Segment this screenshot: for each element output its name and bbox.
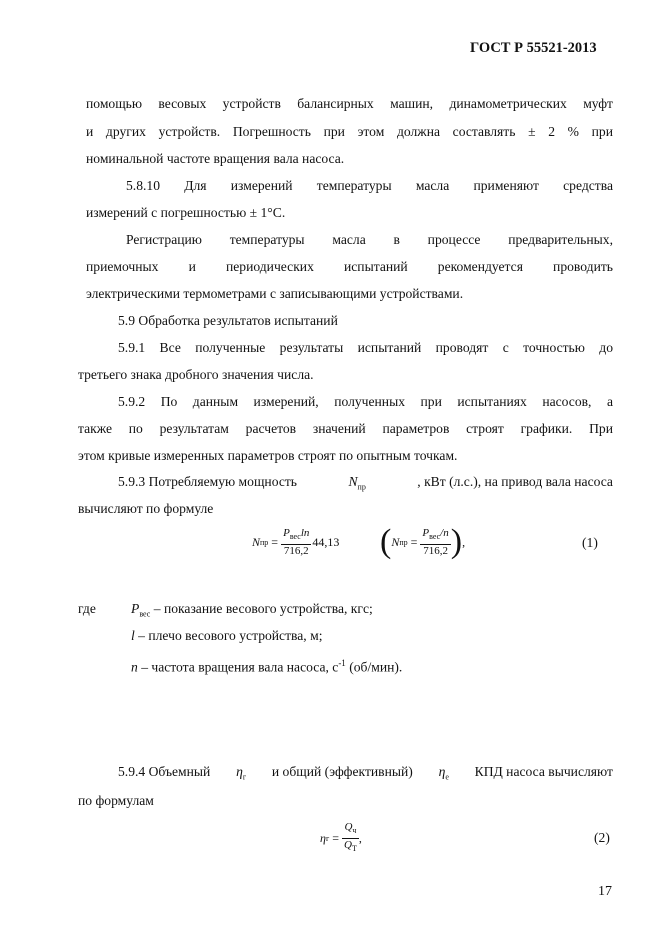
- subscript: пр: [399, 537, 408, 547]
- text-span: 5.9.3 Потребляемую мощность: [118, 474, 298, 489]
- subscript: ч: [352, 826, 357, 836]
- symbol-n: n: [131, 659, 138, 675]
- paren-right: ): [450, 523, 463, 560]
- paragraph-line: электрическими термометрами с записывающими устройствами.: [86, 286, 464, 301]
- equation-number: (1): [582, 535, 598, 550]
- definition-text: – частота вращения вала насоса, с: [137, 659, 339, 675]
- subscript: вес: [429, 532, 441, 542]
- symbol-n: N: [348, 474, 358, 489]
- section-heading: 5.9 Обработка результатов испытаний: [118, 313, 338, 328]
- where-label: где: [78, 601, 96, 616]
- subscript: вес: [139, 609, 151, 619]
- formula-1-main: [252, 524, 339, 560]
- symbol-n: /n: [440, 527, 449, 540]
- numerator: [281, 527, 311, 544]
- where-item: [131, 628, 323, 644]
- subscript: г: [242, 772, 247, 782]
- paragraph-line: измерений с погрешностью ± 1°С.: [86, 205, 286, 220]
- definition-text: (об/мин).: [345, 659, 403, 675]
- equation-number: (2): [594, 830, 610, 845]
- comma: ,: [462, 534, 466, 549]
- definition-text: – плечо весового устройства, м;: [134, 628, 323, 643]
- equals-sign: =: [410, 534, 418, 549]
- superscript: -1: [338, 658, 346, 668]
- subscript: T: [351, 843, 357, 853]
- equals-sign: =: [332, 830, 340, 845]
- symbol-eta: η: [438, 764, 446, 779]
- symbol-p: P: [283, 527, 290, 540]
- subscript: пр: [260, 537, 269, 547]
- equals-sign: =: [271, 534, 279, 549]
- paragraph-line: помощью весовых устройств балансирных машин, динамометрических муфт: [86, 96, 613, 111]
- numerator: [420, 527, 450, 544]
- paragraph-line: этом кривые измеренных параметров строят по опытным точкам.: [78, 448, 458, 463]
- definition-text: – показание весового устройства, кгс;: [150, 601, 373, 616]
- paren-left: (: [380, 523, 392, 560]
- fraction: [342, 821, 359, 854]
- subscript: e: [445, 772, 449, 782]
- paragraph-line: 5.9.1 Все полученные результаты испытаний проводят с точностью до: [118, 340, 613, 355]
- paragraph-line: третьего знака дробного значения числа.: [78, 367, 314, 382]
- formula-2: [320, 820, 362, 856]
- denominator: 716,2: [423, 544, 448, 557]
- paragraph-line: и других устройств. Погрешность при этом должна составлять ± 2 % при: [86, 124, 613, 139]
- paragraph-line: приемочных и периодических испытаний рекомендуется проводить: [86, 259, 613, 274]
- paragraph-line: [118, 474, 613, 496]
- subscript: пр: [357, 482, 366, 492]
- symbol-q: Q: [344, 821, 353, 834]
- subscript: вес: [289, 532, 301, 542]
- text-span: и общий (эффективный): [271, 764, 413, 779]
- where-item: [131, 655, 402, 676]
- denominator: [342, 839, 359, 855]
- paragraph-line: также по результатам расчетов значений параметров строят графики. При: [78, 421, 613, 436]
- symbol-q: Q: [344, 838, 352, 851]
- text-span: , кВт (л.с.), на привод вала насоса: [417, 474, 613, 489]
- eta-symbol: [439, 764, 449, 786]
- eta-symbol: [236, 764, 246, 786]
- paragraph-line: номинальной частоте вращения вала насоса.: [86, 151, 345, 166]
- fraction: [420, 527, 450, 556]
- paragraph-line: 5.9.2 По данным измерений, полученных при испытаниях насосов, а: [118, 394, 613, 409]
- paragraph-line: [118, 764, 613, 786]
- page-number: 17: [598, 884, 612, 899]
- text-span: КПД насоса вычисляют: [474, 764, 613, 779]
- paragraph-line: Регистрацию температуры масла в процессе предварительных,: [126, 232, 613, 247]
- paragraph-line: 5.8.10 Для измерений температуры масла применяют средства: [126, 178, 613, 193]
- symbol-n: N: [252, 534, 261, 549]
- symbol-n: N: [391, 534, 400, 549]
- symbol-eta: η: [236, 764, 243, 779]
- subscript: г: [325, 833, 330, 843]
- where-item: [131, 601, 373, 623]
- power-symbol: [348, 474, 365, 496]
- denominator: 716,2: [283, 544, 309, 557]
- fraction: [281, 527, 311, 556]
- paragraph-line: вычисляют по формуле: [78, 501, 214, 516]
- symbol-eta: η: [320, 830, 326, 845]
- symbol-ln: ln: [300, 527, 310, 540]
- symbol-p: P: [422, 527, 430, 540]
- factor: 44,13: [312, 534, 340, 549]
- standard-header: ГОСТ Р 55521-2013: [470, 40, 597, 56]
- text-span: 5.9.4 Объемный: [118, 764, 211, 779]
- formula-1-alt: [380, 522, 465, 562]
- symbol-p: P: [131, 601, 140, 616]
- numerator: [342, 821, 359, 838]
- symbol-l: l: [131, 628, 135, 643]
- paragraph-line: по формулам: [78, 793, 154, 808]
- comma: ,: [358, 830, 362, 845]
